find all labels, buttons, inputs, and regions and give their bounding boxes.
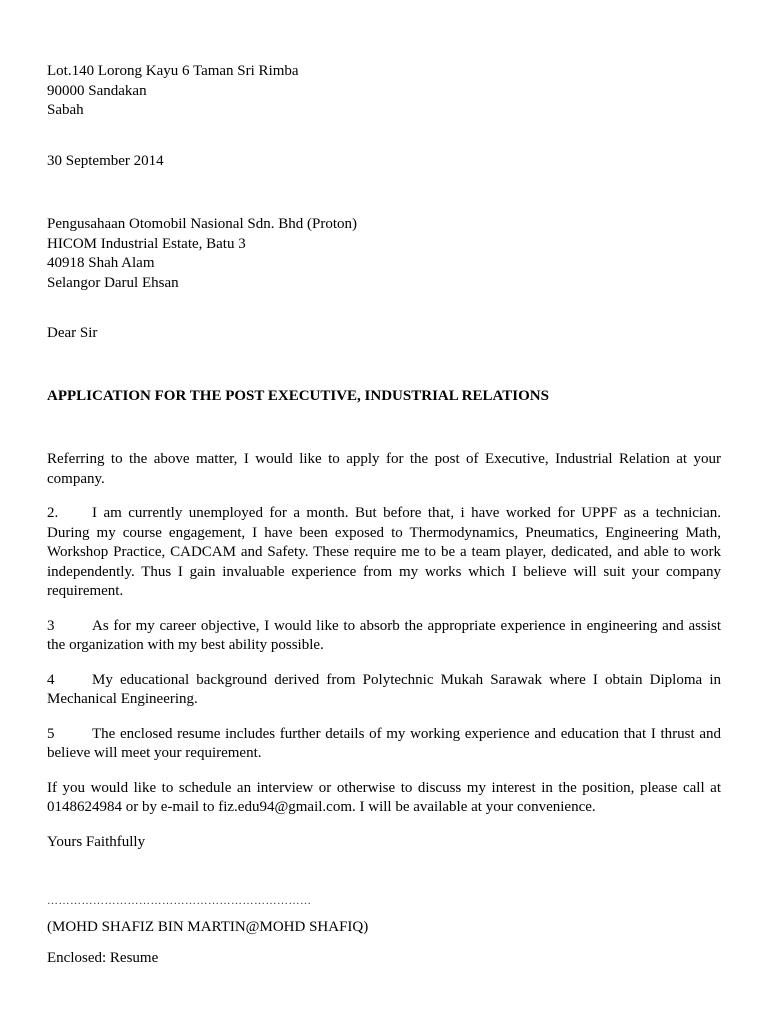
- subject-heading: APPLICATION FOR THE POST EXECUTIVE, INDUSTRIAL RELATIONS: [47, 387, 549, 404]
- paragraph-4: [47, 671, 721, 710]
- paragraph-number: 3: [47, 617, 55, 634]
- paragraph-text: As for my career objective, I would like to absorb the appropriate experience in engineering and assist the organization with my best ability possible.: [47, 617, 721, 653]
- paragraph-number: 4: [47, 671, 55, 688]
- recipient-address-line: HICOM Industrial Estate, Batu 3: [47, 235, 246, 252]
- closing: Yours Faithfully: [47, 833, 146, 850]
- paragraph-number: 2.: [47, 505, 59, 521]
- paragraph-number: 5: [47, 725, 55, 742]
- paragraph-contact: If you would like to schedule an interview or otherwise to discuss my interest in the position, please call at 0148624984 or by e-mail to fiz.edu94@gmail.com. I will be available at your convenience.: [47, 779, 721, 815]
- recipient-address-line: 40918 Shah Alam: [47, 255, 155, 271]
- letter-page: [47, 62, 721, 968]
- salutation: Dear Sir: [47, 325, 98, 341]
- paragraph-intro: Referring to the above matter, I would like to apply for the post of Executive, Industrial Relation at your company.: [47, 451, 721, 487]
- paragraph-2: [47, 504, 721, 602]
- paragraph-text: The enclosed resume includes further details of my working experience and education that I thrust and believe will meet your requirement.: [47, 725, 721, 761]
- sender-address: [47, 62, 721, 121]
- recipient-address-line: Selangor Darul Ehsan: [47, 274, 179, 291]
- paragraph-text: My educational background derived from Polytechnic Mukah Sarawak where I obtain Diploma in Mechanical Engineering.: [47, 671, 721, 707]
- recipient-address: [47, 215, 721, 293]
- paragraph-3: [47, 617, 721, 656]
- paragraph-text: I am currently unemployed for a month. But before that, i have worked for UPPF as a technician. During my course engagement, I have been exposed to Thermodynamics, Pneumatics, Engineering Math, Workshop Practice, CADCAM and Safety. These require me to be a team player, dedicated, and able to work independently. Thus I gain invaluable experience from my works which I believe will suit your company requirement.: [47, 505, 721, 599]
- recipient-address-line: Pengusahaan Otomobil Nasional Sdn. Bhd (Proton): [47, 216, 357, 232]
- paragraph-5: [47, 725, 721, 764]
- sender-address-line: Lot.140 Lorong Kayu 6 Taman Sri Rimba: [47, 63, 299, 79]
- sender-address-line: Sabah: [47, 102, 84, 118]
- letter-date: 30 September 2014: [47, 152, 164, 169]
- signatory-name: (MOHD SHAFIZ BIN MARTIN@MOHD SHAFIQ): [47, 919, 369, 935]
- signature-line: ……………………………………………………………: [47, 895, 312, 907]
- enclosure-note: Enclosed: Resume: [47, 949, 159, 966]
- sender-address-line: 90000 Sandakan: [47, 82, 147, 99]
